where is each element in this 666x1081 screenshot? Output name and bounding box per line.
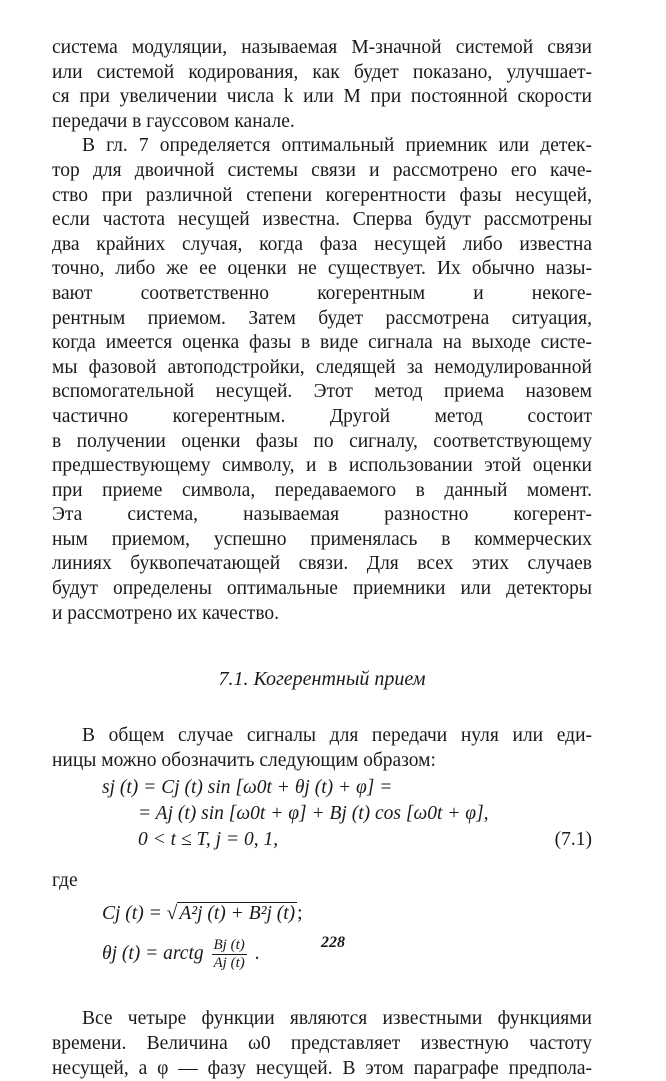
- equation-amplitude-radicand: A²j (t) + B²j (t): [179, 903, 296, 925]
- text-line: при приеме символа, передаваемого в данный момент.: [52, 479, 592, 501]
- text-line: или системой кодирования, как будет показано, улучшает-: [52, 61, 592, 83]
- text-line: когда имеется оценка фазы в виде сигнала на выходе систе-: [52, 332, 592, 354]
- equation-7-1-domain: 0 < t ≤ T, j = 0, 1,: [138, 829, 279, 851]
- text-line: Эта система, называемая разностно когерент-: [52, 504, 592, 526]
- text-line: частично когерентным. Другой метод состоит: [52, 405, 592, 427]
- paragraph-chapter-overview: [52, 134, 592, 626]
- text-line: мы фазовой автоподстройки, следящей за немодулированной: [52, 356, 592, 378]
- paragraph-functions-description: [52, 1007, 592, 1081]
- equation-amplitude-tail: ;: [297, 903, 303, 925]
- text-line: Все четыре функции являются известными функциями: [82, 1008, 592, 1030]
- text-line: предшествующему символу, и в использовании этой оценки: [52, 455, 592, 477]
- paragraph-intro-continuation: [52, 36, 592, 134]
- text-line: ницы можно обозначить следующим образом:: [52, 749, 436, 771]
- book-page: [52, 36, 592, 1081]
- text-line: ся при увеличении числа k или M при постоянной скорости: [52, 86, 592, 108]
- text-line: и рассмотрено их качество.: [52, 602, 280, 624]
- equation-amplitude: [102, 897, 592, 931]
- fraction-denominator: Aj (t): [213, 955, 245, 972]
- text-line: В общем случае сигналы для передачи нуля или еди-: [82, 725, 592, 747]
- text-line: ным приемом, успешно применялась в коммерческих: [52, 528, 592, 550]
- equation-7-1-line-2: = Aj (t) sin [ω0t + φ] + Bj (t) cos [ω0t + φ],: [138, 803, 489, 825]
- text-line: система модуляции, называемая M-значной системой связи: [52, 37, 592, 58]
- text-line: в получении оценки фазы по сигналу, соответствующему: [52, 430, 592, 452]
- equation-phase-tail: .: [254, 943, 260, 965]
- text-line: тор для двоичной системы связи и рассмотрено его каче-: [52, 159, 592, 181]
- text-line: ство при различной степени когерентности фазы несущей,: [52, 184, 592, 206]
- page-number: 228: [321, 934, 345, 951]
- text-line: вают соответственно когерентным и некоге-: [52, 282, 592, 304]
- text-line: времени. Величина ω0 представляет известную частоту: [52, 1033, 592, 1055]
- where-label: где: [52, 870, 78, 892]
- equation-phase-lhs: θj (t) = arctg: [102, 943, 204, 965]
- text-line: В гл. 7 определяется оптимальный приемник или детек-: [82, 135, 592, 157]
- equation-amplitude-lhs: Cj (t) = √: [102, 903, 178, 925]
- equation-7-1-line-3: [138, 827, 592, 855]
- text-line: рентным приемом. Затем будет рассмотрена ситуация,: [52, 307, 592, 329]
- text-line: будут определены оптимальные приемники или детекторы: [52, 578, 592, 600]
- text-line: точно, либо же ее оценки не существует. Их обычно назы-: [52, 258, 592, 280]
- equation-7-1-line-1: sj (t) = Cj (t) sin [ω0t + θj (t) + φ] =: [102, 777, 393, 799]
- fraction-numerator: Bj (t): [213, 937, 245, 954]
- text-line: если частота несущей известна. Сперва будут рассмотрены: [52, 209, 592, 231]
- text-line: передачи в гауссовом канале.: [52, 110, 295, 132]
- paragraph-signals-intro: [52, 724, 592, 773]
- equation-number: (7.1): [554, 829, 592, 851]
- text-line: несущей, а φ — фазу несущей. В этом параграфе предпола-: [52, 1057, 592, 1079]
- text-line: два крайних случая, когда фаза несущей либо известна: [52, 233, 592, 255]
- section-heading: 7.1. Когерентный прием: [218, 668, 426, 691]
- text-line: линиях буквопечатающей связи. Для всех этих случаев: [52, 553, 592, 575]
- text-line: вспомогательной несущей. Этот метод приема назовем: [52, 381, 592, 403]
